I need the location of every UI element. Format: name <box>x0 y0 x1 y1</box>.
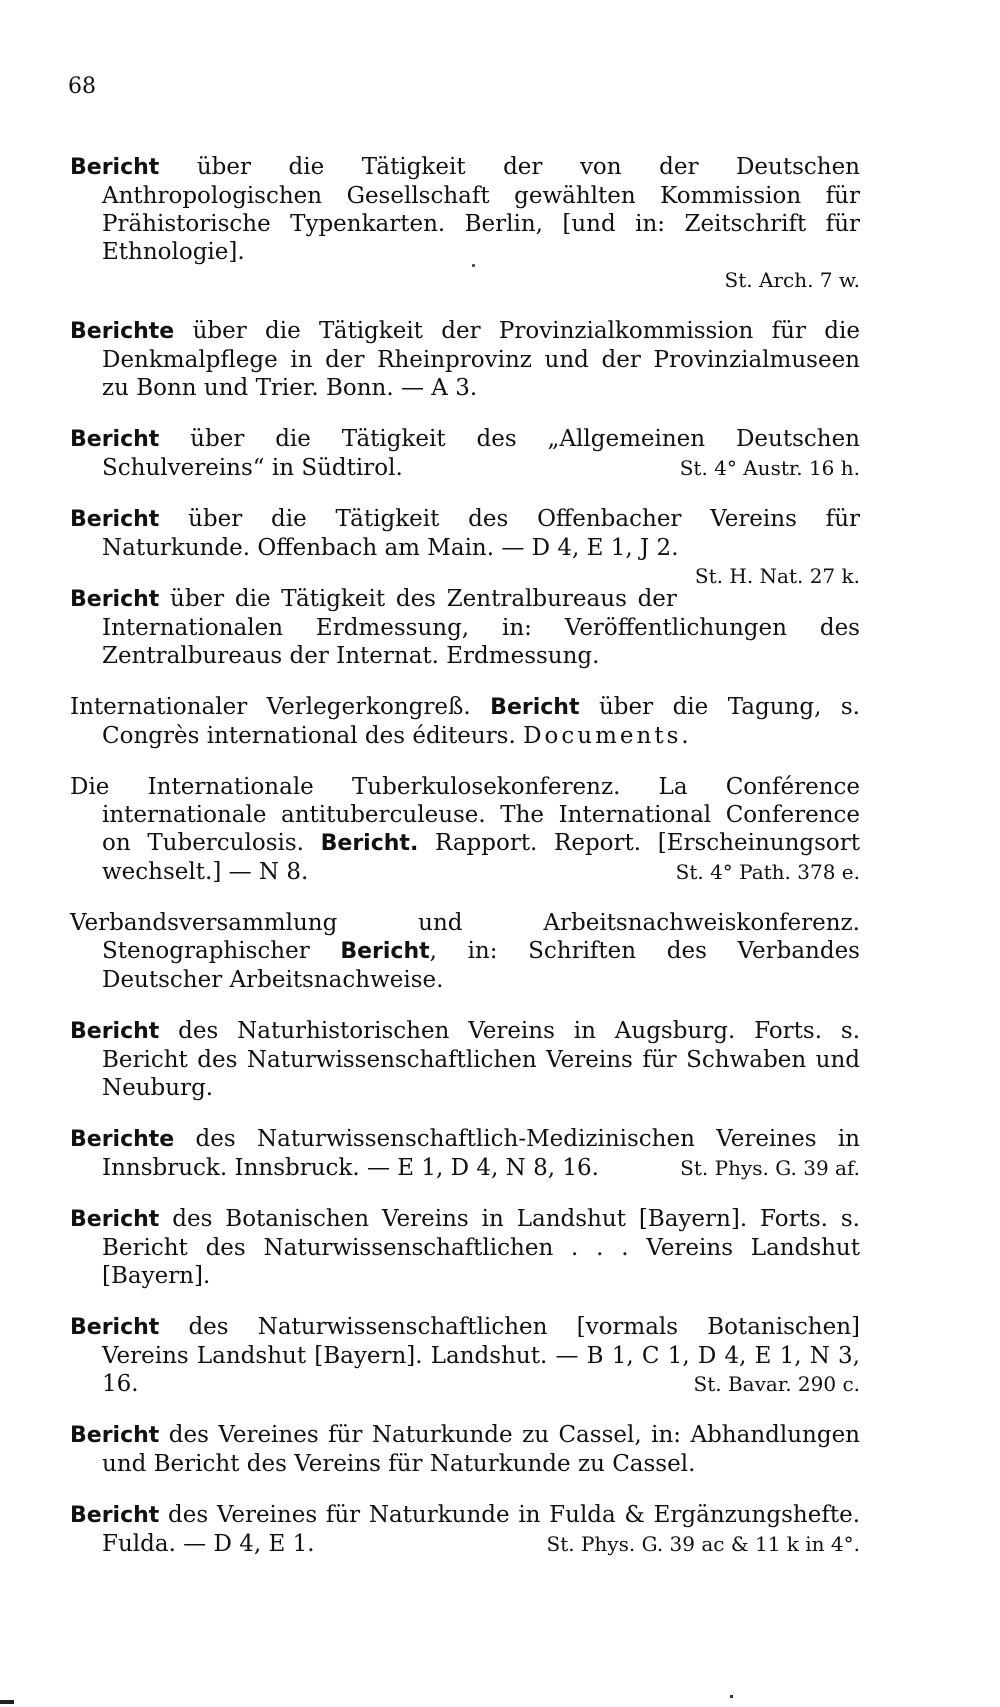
catalog-entry <box>70 585 860 670</box>
entry-heading: Bericht <box>70 507 160 532</box>
entry-heading: Bericht <box>70 1315 160 1340</box>
entry-heading: Bericht <box>490 695 580 720</box>
entry-prefix: Internationaler Verlegerkongreß. <box>70 694 491 720</box>
catalog-entry <box>70 1125 860 1182</box>
shelf-signature: St. 4° Austr. 16 h. <box>679 456 860 480</box>
entry-heading: Bericht <box>70 587 160 612</box>
entry-text: des Naturhistorischen Vereins in Augsburg. Forts. s. Bericht des Naturwissenschaftlichen Vereins für Schwaben und Neuburg. <box>102 1018 860 1101</box>
shelf-signature: St. Arch. 7 w. <box>724 268 860 292</box>
entry-text: Rapport. Report. [Erscheinungsort wechselt.] — N 8. <box>102 830 861 885</box>
shelf-signature: St. Phys. G. 39 ac & 11 k in 4°. <box>546 1532 860 1556</box>
entry-prefix: Verbandsversammlung und Arbeitsnachweiskonferenz. Stenographischer <box>70 910 860 964</box>
entry-heading: Bericht <box>70 1207 160 1232</box>
catalog-entry <box>70 909 860 994</box>
shelf-signature: St. Bavar. 290 c. <box>693 1372 860 1396</box>
entry-text: des Vereines für Naturkunde in Fulda & Ergänzungshefte. Fulda. — D 4, E 1. <box>102 1502 860 1557</box>
entry-text: über die Tätigkeit der von der Deutschen Anthropologischen Gesellschaft gewählten Kommission für Prähistorische Typenkarten. Berlin, [und in: Zeitschrift für Ethnologie]. <box>102 154 860 265</box>
entry-text: des Naturwissenschaftlichen [vormals Botanischen] Vereins Landshut [Bayern]. Landshut. — B 1, C 1, D 4, E 1, N 3, 16. <box>102 1314 860 1397</box>
entry-heading: Bericht <box>70 1503 160 1528</box>
catalog-entry <box>70 505 860 588</box>
catalog-entry <box>70 693 860 750</box>
entry-prefix: Die Internationale Tuberkulosekonferenz. La Conférence internationale antituberculeuse. The International Conference on Tuberculosis. <box>70 774 860 856</box>
entry-heading: Bericht <box>70 1423 160 1448</box>
shelf-signature: St. Phys. G. 39 af. <box>680 1156 860 1180</box>
entry-heading: Bericht <box>340 939 430 964</box>
shelf-signature: St. 4° Path. 378 e. <box>675 860 860 884</box>
entry-heading: Bericht. <box>320 831 419 856</box>
catalog-entry <box>70 1421 860 1478</box>
entry-text: über die Tagung, s. Congrès international des éditeurs. <box>102 694 860 749</box>
entry-text: , in: Schriften des Verbandes Deutscher Arbeitsnachweise. <box>102 938 860 993</box>
entry-text: über die Tätigkeit des Zentralbureaus der Internationalen Erdmessung, in: Veröffentlichungen des Zentralbureaus der Internat. Erdmessung. <box>102 586 860 669</box>
shelf-signature: St. H. Nat. 27 k. <box>694 564 860 588</box>
entry-heading: Bericht <box>70 155 160 180</box>
entry-text: über die Tätigkeit der Provinzialkommission für die Denkmalpflege in der Rheinprovinz und der Provinzialmuseen zu Bonn und Trier. Bonn. — A 3. <box>102 318 860 401</box>
catalog-entry <box>70 1205 860 1290</box>
page-number: 68 <box>68 74 96 99</box>
entry-text: des Vereines für Naturkunde zu Cassel, in: Abhandlungen und Bericht des Vereins für Naturkunde zu Cassel. <box>102 1422 860 1477</box>
entry-text: über die Tätigkeit des „Allgemeinen Deutschen Schulvereins“ in Südtirol. <box>102 426 860 481</box>
entry-heading: Berichte <box>70 1127 175 1152</box>
scan-edge-mark <box>0 1700 14 1704</box>
entry-text: über die Tätigkeit des Offenbacher Vereins für Naturkunde. Offenbach am Main. — D 4, E 1, J 2. <box>102 506 860 561</box>
entry-text: des Naturwissenschaftlich-Medizinischen Vereines in Innsbruck. Innsbruck. — E 1, D 4, N 8, 16. <box>102 1126 860 1181</box>
entry-text: des Botanischen Vereins in Landshut [Bayern]. Forts. s. Bericht des Naturwissenschaftlichen . . . Vereins Landshut [Bayern]. <box>102 1206 860 1289</box>
entry-heading: Bericht <box>70 427 160 452</box>
print-mark <box>730 1695 733 1698</box>
catalog-entry <box>70 425 860 482</box>
entry-heading: Bericht <box>70 1019 160 1044</box>
catalog-entry <box>70 153 860 294</box>
catalog-entry <box>70 1313 860 1398</box>
catalog-entry <box>70 773 860 886</box>
catalog-entries <box>70 130 860 1580</box>
catalog-entry <box>70 1017 860 1102</box>
catalog-entry <box>70 317 860 402</box>
cross-reference: Documents. <box>523 723 692 749</box>
catalog-entry <box>70 1501 860 1558</box>
entry-heading: Berichte <box>70 319 175 344</box>
